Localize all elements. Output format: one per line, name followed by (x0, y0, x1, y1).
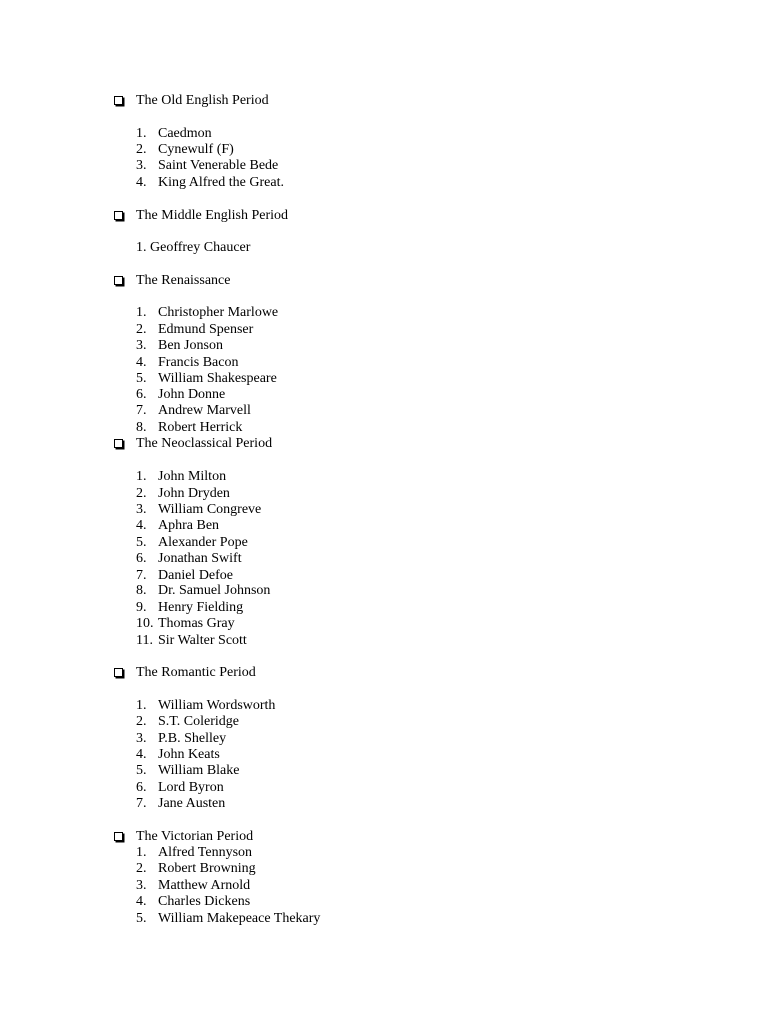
list-item: 1. Geoffrey Chaucer (136, 240, 251, 255)
author-name: William Shakespeare (158, 371, 277, 386)
list-number: 7. (136, 403, 147, 418)
list-number: 7. (136, 568, 147, 583)
author-name: William Congreve (158, 502, 262, 517)
list-number: 2. (136, 714, 147, 729)
author-name: Charles Dickens (158, 894, 251, 909)
author-name: John Keats (158, 747, 220, 762)
author-name: John Milton (158, 469, 227, 484)
author-name: Daniel Defoe (158, 568, 234, 583)
author-name: Henry Fielding (158, 600, 244, 615)
list-number: 5. (136, 535, 147, 550)
author-name: William Makepeace Thekary (158, 911, 321, 926)
list-number: 1. (136, 305, 147, 320)
list-number: 7. (136, 796, 147, 811)
list-number: 3. (136, 731, 147, 746)
author-name: P.B. Shelley (158, 731, 227, 746)
section-title: The Neoclassical Period (136, 436, 273, 451)
author-name: S.T. Coleridge (158, 714, 240, 729)
author-name: William Blake (158, 763, 240, 778)
list-number: 8. (136, 583, 147, 598)
list-number: 3. (136, 502, 147, 517)
section-title: The Victorian Period (136, 829, 254, 844)
section-title: The Old English Period (136, 93, 269, 108)
section-title: The Middle English Period (136, 208, 289, 223)
list-number: 2. (136, 861, 147, 876)
author-name: Ben Jonson (158, 338, 223, 353)
list-number: 10. (136, 616, 154, 631)
author-name: Lord Byron (158, 780, 224, 795)
list-number: 6. (136, 780, 147, 795)
list-number: 3. (136, 878, 147, 893)
list-number: 9. (136, 600, 147, 615)
author-name: Robert Browning (158, 861, 256, 876)
list-number: 1. (136, 698, 147, 713)
author-name: John Dryden (158, 486, 230, 501)
list-number: 4. (136, 518, 147, 533)
list-number: 1. (136, 126, 147, 141)
author-name: Thomas Gray (158, 616, 235, 631)
author-name: Saint Venerable Bede (158, 158, 279, 173)
list-number: 4. (136, 175, 147, 190)
list-number: 8. (136, 420, 147, 435)
checkbox-bullet-icon (114, 832, 123, 841)
list-number: 4. (136, 355, 147, 370)
list-number: 5. (136, 763, 147, 778)
author-name: Dr. Samuel Johnson (158, 583, 271, 598)
author-name: Robert Herrick (158, 420, 243, 435)
author-name: Matthew Arnold (158, 878, 251, 893)
author-name: Francis Bacon (158, 355, 239, 370)
list-number: 4. (136, 747, 147, 762)
list-number: 6. (136, 551, 147, 566)
list-number: 2. (136, 322, 147, 337)
author-name: Alfred Tennyson (158, 845, 253, 860)
list-number: 1. (136, 845, 147, 860)
author-name: Aphra Ben (158, 518, 220, 533)
list-number: 2. (136, 486, 147, 501)
author-name: Andrew Marvell (158, 403, 251, 418)
author-name: Sir Walter Scott (158, 633, 247, 648)
author-name: Cynewulf (F) (158, 142, 234, 157)
list-number: 11. (136, 633, 153, 648)
author-name: William Wordsworth (158, 698, 276, 713)
author-name: Edmund Spenser (158, 322, 254, 337)
list-number: 1. (136, 469, 147, 484)
checkbox-bullet-icon (114, 96, 123, 105)
checkbox-bullet-icon (114, 668, 123, 677)
list-number: 5. (136, 911, 147, 926)
author-name: Christopher Marlowe (158, 305, 279, 320)
list-number: 6. (136, 387, 147, 402)
author-name: Caedmon (158, 126, 212, 141)
section-title: The Renaissance (136, 273, 231, 288)
author-name: Jane Austen (158, 796, 226, 811)
list-number: 3. (136, 338, 147, 353)
list-number: 4. (136, 894, 147, 909)
author-name: Alexander Pope (158, 535, 248, 550)
list-number: 3. (136, 158, 147, 173)
author-name: King Alfred the Great. (158, 175, 284, 190)
checkbox-bullet-icon (114, 276, 123, 285)
section-title: The Romantic Period (136, 665, 256, 680)
checkbox-bullet-icon (114, 211, 123, 220)
author-name: John Donne (158, 387, 226, 402)
checkbox-bullet-icon (114, 439, 123, 448)
list-number: 2. (136, 142, 147, 157)
author-name: Jonathan Swift (158, 551, 242, 566)
list-number: 5. (136, 371, 147, 386)
